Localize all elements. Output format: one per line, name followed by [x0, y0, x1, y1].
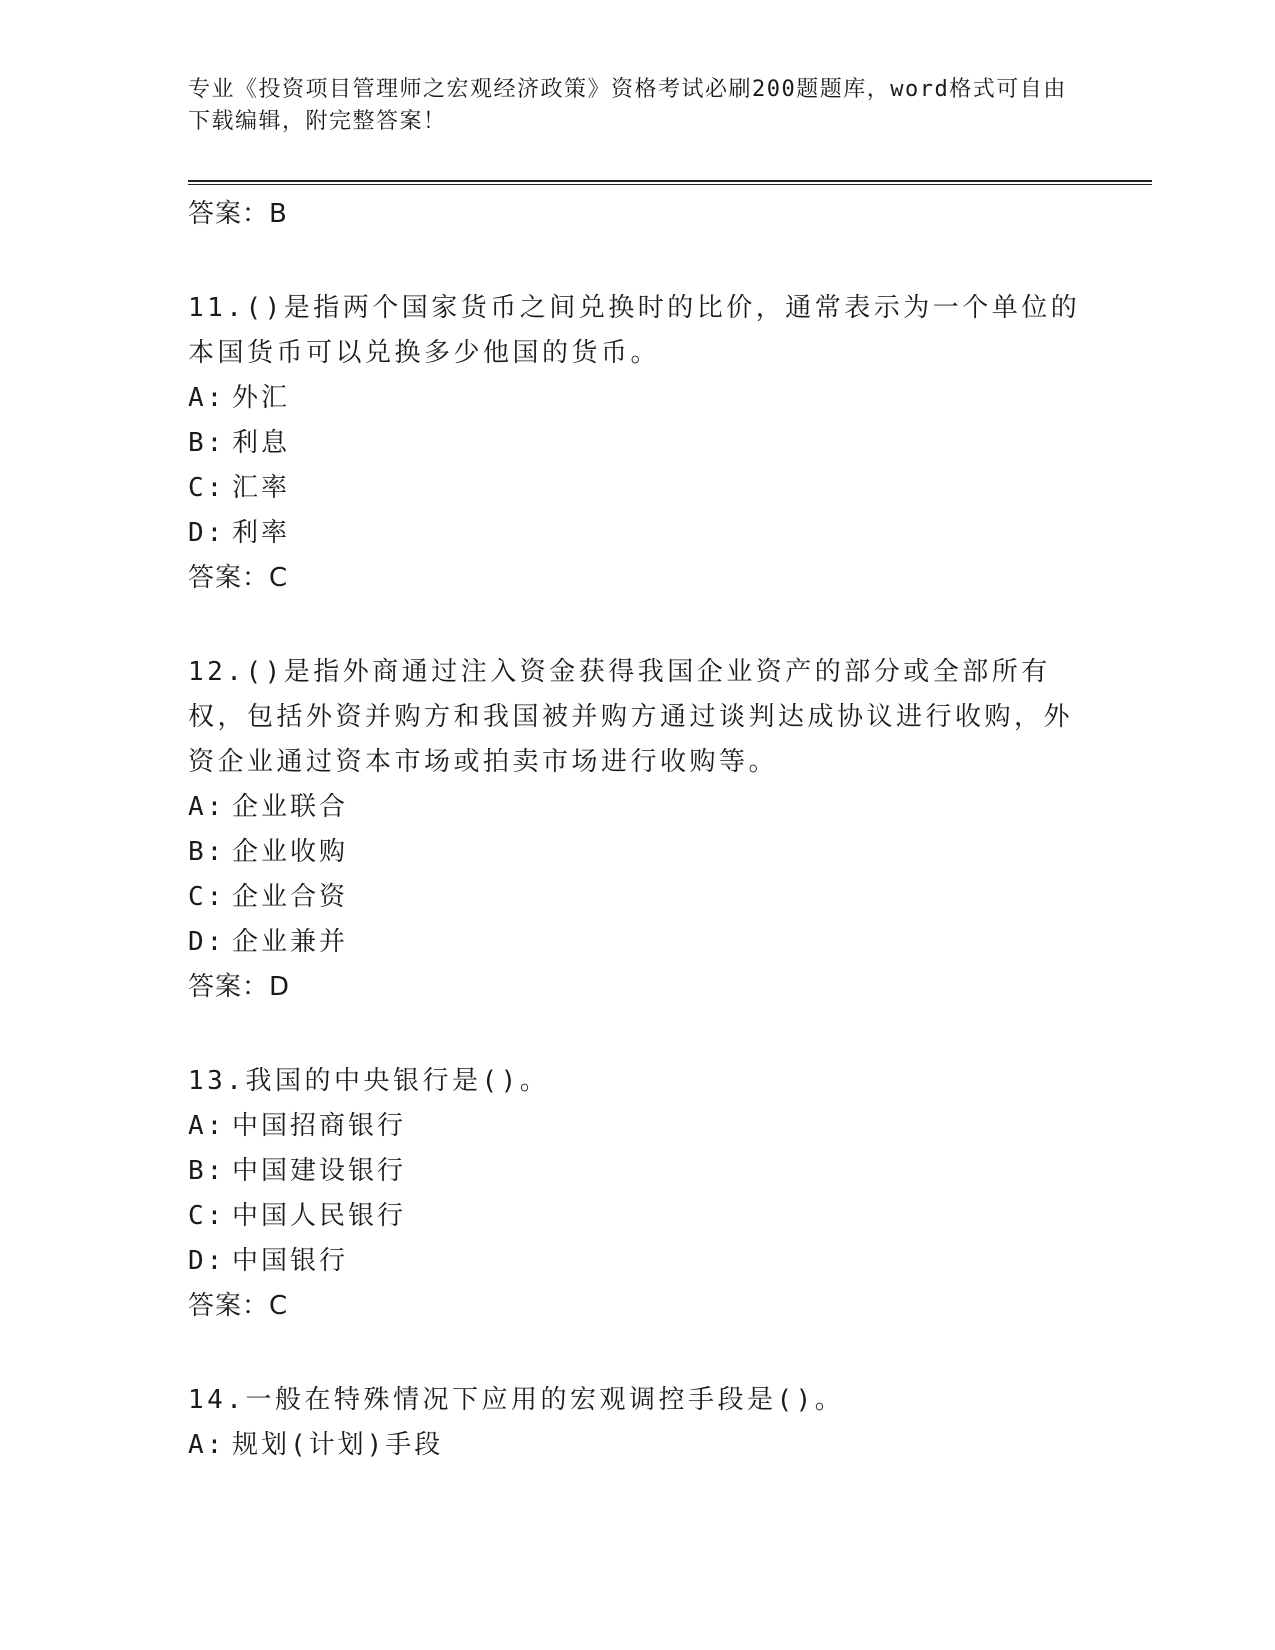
option-a	[188, 785, 1088, 830]
option-key: A:	[188, 792, 226, 822]
option-text: 企业联合	[232, 792, 349, 822]
answer-line: 答案：C	[188, 1291, 289, 1321]
option-text: 中国人民银行	[232, 1201, 407, 1231]
option-b	[188, 830, 1088, 875]
previous-answer: 答案：B	[188, 199, 288, 229]
option-text: 汇率	[232, 473, 291, 503]
option-text: 企业合资	[232, 882, 349, 912]
option-key: B:	[188, 1156, 226, 1186]
option-d	[188, 1239, 1088, 1284]
option-key: A:	[188, 1430, 226, 1460]
option-key: C:	[188, 473, 226, 503]
question-stem: 12.()是指外商通过注入资金获得我国企业资产的部分或全部所有权，包括外资并购方和我国被并购方通过谈判达成协议进行收购，外资企业通过资本市场或拍卖市场进行收购等。	[188, 657, 1074, 777]
question-list	[188, 192, 1088, 1468]
option-text: 规划(计划)手段	[232, 1430, 444, 1460]
answer-line: 答案：C	[188, 563, 289, 593]
option-text: 企业收购	[232, 837, 349, 867]
option-b	[188, 1149, 1088, 1194]
option-text: 中国招商银行	[232, 1111, 407, 1141]
option-key: C:	[188, 882, 226, 912]
option-text: 中国建设银行	[232, 1156, 407, 1186]
header-divider	[188, 180, 1152, 185]
page-header: 专业《投资项目管理师之宏观经济政策》资格考试必刷200题题库，word格式可自由下载编辑，附完整答案！	[188, 77, 1067, 134]
option-a	[188, 1423, 1088, 1468]
option-key: A:	[188, 1111, 226, 1141]
question-stem: 13.我国的中央银行是()。	[188, 1066, 550, 1096]
option-a	[188, 376, 1088, 421]
option-text: 利率	[232, 518, 291, 548]
option-c	[188, 1194, 1088, 1239]
option-text: 中国银行	[232, 1246, 349, 1276]
option-text: 企业兼并	[232, 927, 349, 957]
question-stem: 14.一般在特殊情况下应用的宏观调控手段是()。	[188, 1385, 845, 1415]
option-d	[188, 920, 1088, 965]
option-text: 外汇	[232, 383, 291, 413]
question-13	[188, 1059, 1088, 1328]
option-d	[188, 511, 1088, 556]
option-key: D:	[188, 927, 226, 957]
option-key: A:	[188, 383, 226, 413]
option-c	[188, 466, 1088, 511]
option-b	[188, 421, 1088, 466]
option-text: 利息	[232, 428, 291, 458]
question-14	[188, 1378, 1088, 1468]
option-c	[188, 875, 1088, 920]
option-key: D:	[188, 518, 226, 548]
option-key: D:	[188, 1246, 226, 1276]
option-key: B:	[188, 428, 226, 458]
question-11	[188, 286, 1088, 600]
question-stem: 11.()是指两个国家货币之间兑换时的比价，通常表示为一个单位的本国货币可以兑换多少他国的货币。	[188, 293, 1081, 368]
option-key: C:	[188, 1201, 226, 1231]
question-12	[188, 650, 1088, 1009]
answer-line: 答案：D	[188, 972, 291, 1002]
option-a	[188, 1104, 1088, 1149]
option-key: B:	[188, 837, 226, 867]
